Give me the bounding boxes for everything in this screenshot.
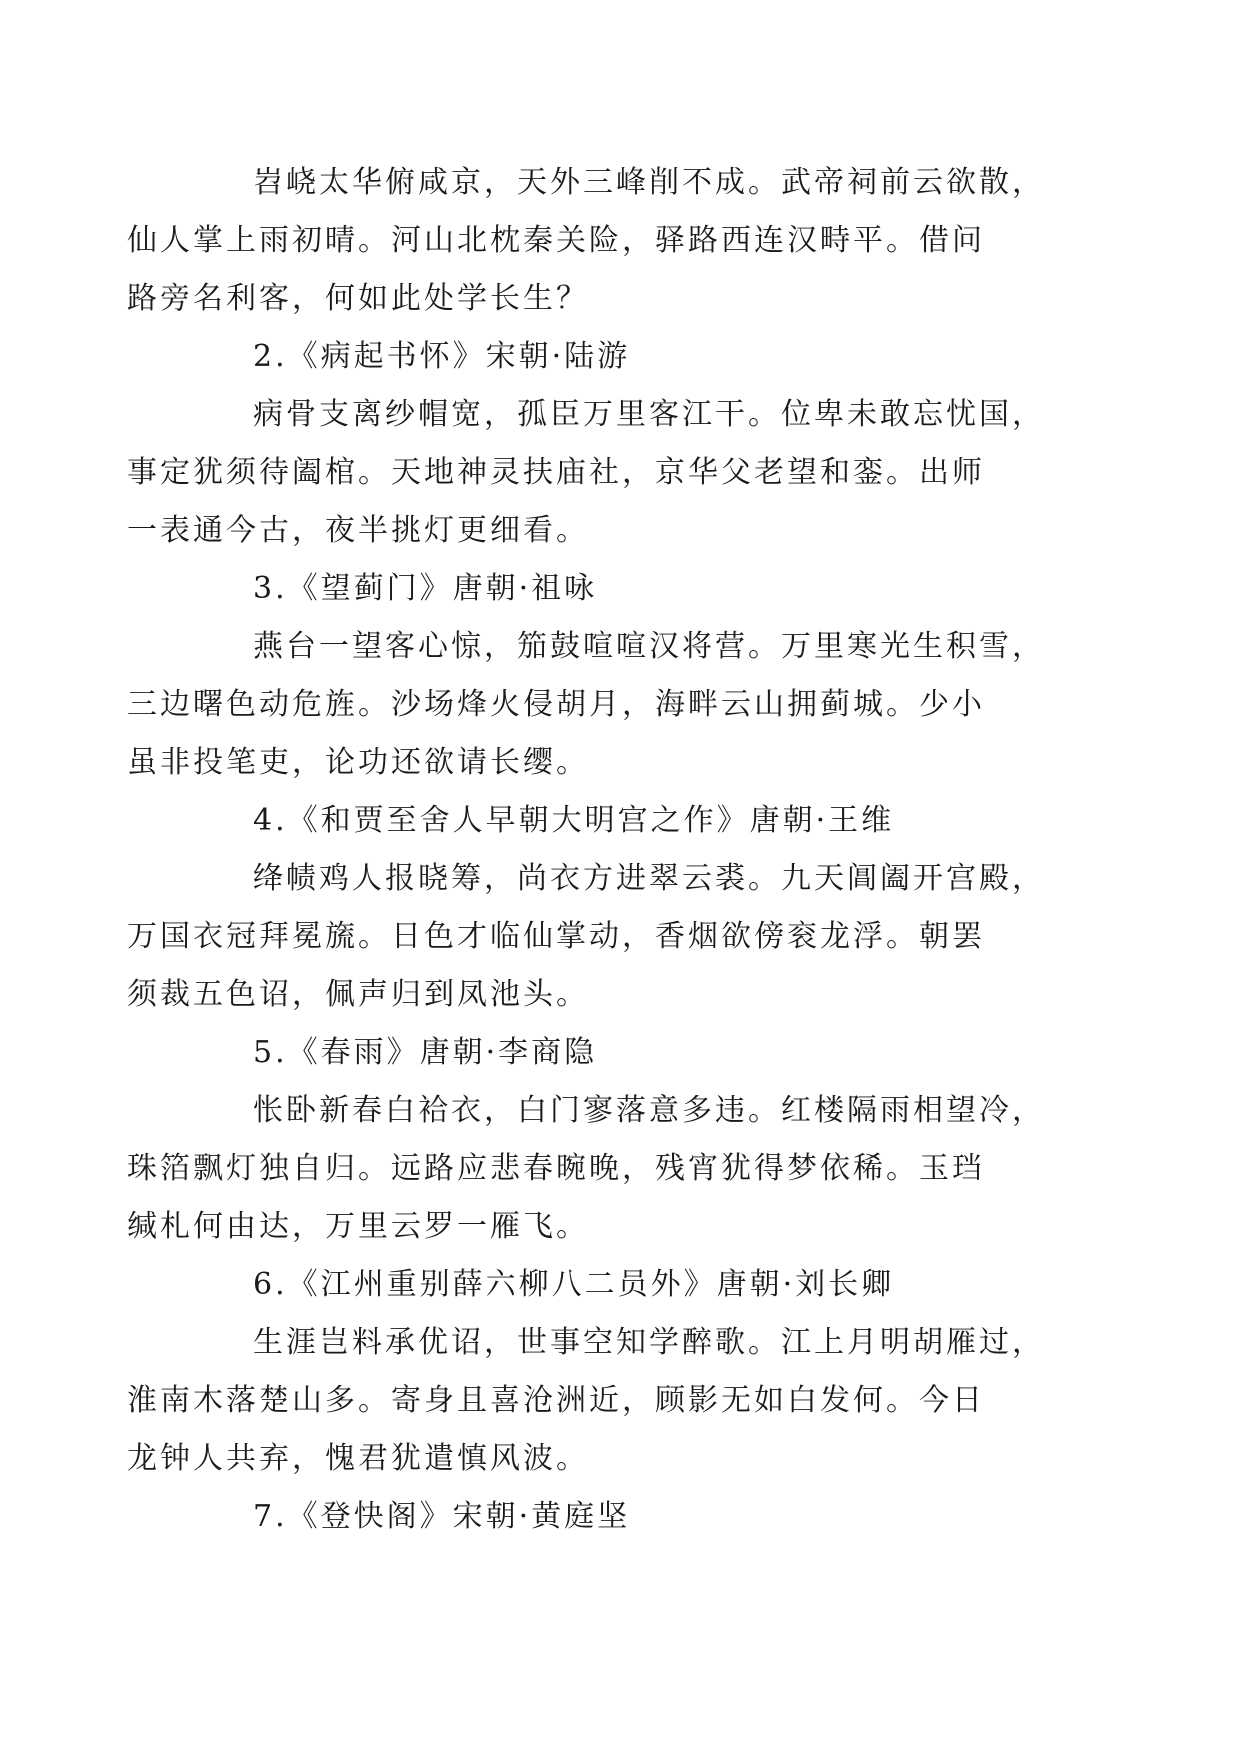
poem-2-heading: 2.《病起书怀》宋朝·陆游 [253, 339, 631, 374]
poem-5-line-1: 怅卧新春白袷衣，白门寥落意多违。红楼隔雨相望冷， [253, 1093, 1045, 1128]
poem-4-line-1: 绛帻鸡人报晓筹，尚衣方进翠云裘。九天阊阖开宫殿， [253, 861, 1045, 896]
poem-list [127, 154, 1090, 1546]
poem-4-body [127, 850, 1090, 1024]
poem-2-line-2: 事定犹须待阖棺。天地神灵扶庙社，京华父老望和銮。出师 [127, 455, 985, 490]
poem-3-heading: 3.《望蓟门》唐朝·祖咏 [253, 571, 598, 606]
poem-3-line-1: 燕台一望客心惊，笳鼓喧喧汉将营。万里寒光生积雪， [253, 629, 1045, 664]
poem-2-body [127, 386, 1090, 560]
poem-3-line-3: 虽非投笔吏，论功还欲请长缨。 [127, 745, 589, 780]
poem-1-line-2: 仙人掌上雨初晴。河山北枕秦关险，驿路西连汉畤平。借问 [127, 223, 985, 258]
poem-5-line-3: 缄札何由达，万里云罗一雁飞。 [127, 1209, 589, 1244]
poem-4-line-2: 万国衣冠拜冕旒。日色才临仙掌动，香烟欲傍衮龙浮。朝罢 [127, 919, 985, 954]
poem-2-line-3: 一表通今古，夜半挑灯更细看。 [127, 513, 589, 548]
poem-5-line-2: 珠箔飘灯独自归。远路应悲春晼晚，残宵犹得梦依稀。玉珰 [127, 1151, 985, 1186]
poem-3-body [127, 618, 1090, 792]
poem-6-line-2: 淮南木落楚山多。寄身且喜沧洲近，顾影无如白发何。今日 [127, 1383, 985, 1418]
poem-6-line-3: 龙钟人共弃，愧君犹遣慎风波。 [127, 1441, 589, 1476]
poem-1-body [127, 154, 1090, 328]
poem-7-heading: 7.《登快阁》宋朝·黄庭坚 [253, 1499, 631, 1534]
poem-6-body [127, 1314, 1090, 1488]
poem-4-line-3: 须裁五色诏，佩声归到凤池头。 [127, 977, 589, 1012]
poem-5-body [127, 1082, 1090, 1256]
poem-6-heading: 6.《江州重别薛六柳八二员外》唐朝·刘长卿 [253, 1267, 895, 1302]
poem-1-line-1: 岧峣太华俯咸京，天外三峰削不成。武帝祠前云欲散， [253, 165, 1045, 200]
poem-2-line-1: 病骨支离纱帽宽，孤臣万里客江干。位卑未敢忘忧国， [253, 397, 1045, 432]
poem-3-line-2: 三边曙色动危旌。沙场烽火侵胡月，海畔云山拥蓟城。少小 [127, 687, 985, 722]
poem-4-heading: 4.《和贾至舍人早朝大明宫之作》唐朝·王维 [253, 803, 895, 838]
poem-6-line-1: 生涯岂料承优诏，世事空知学醉歌。江上月明胡雁过， [253, 1325, 1045, 1360]
poem-1-line-3: 路旁名利客，何如此处学长生？ [127, 281, 589, 316]
poem-5-heading: 5.《春雨》唐朝·李商隐 [253, 1035, 598, 1070]
